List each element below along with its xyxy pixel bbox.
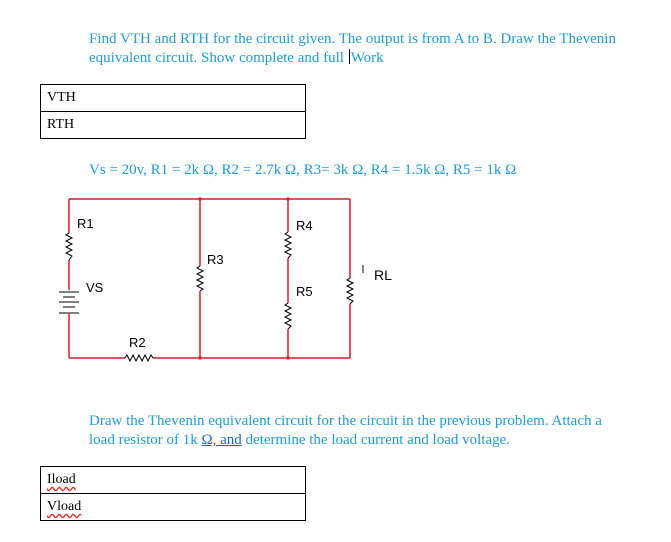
label-r5: R5 [296,284,313,299]
label-r1: R1 [77,216,94,231]
node-bottom-r3 [199,357,202,360]
vload-label: Vload [47,499,82,514]
intro-line-1: Find VTH and RTH for the circuit given. The output is from A to B. Draw the Thevenin [89,31,616,47]
given-values: Vs = 20v, R1 = 2k Ω, R2 = 2.7k Ω, R3= 3k Ω, R4 = 1.5k Ω, R5 = 1k Ω [89,162,517,178]
label-r3: R3 [207,252,224,267]
ohm-link[interactable]: Ω, and [201,432,242,448]
rth-cell[interactable]: RTH [40,111,306,139]
problem2-line-2 [89,431,602,450]
vth-cell[interactable]: VTH [40,84,306,112]
iload-label: Iload [47,472,76,487]
vload-cell[interactable] [40,493,306,521]
rl-resistor [347,278,353,304]
r4-resistor [285,232,291,258]
iload-cell[interactable] [40,466,306,494]
circuit-nodes [199,198,290,360]
problem2-line-1: Draw the Thevenin equivalent circuit for the circuit in the previous problem. Attach a [89,413,602,429]
r2-resistor [125,355,153,361]
label-r4: R4 [296,218,313,233]
problem2-line-2-end: determine the load current and load voltage. [241,432,511,448]
intro-line-2-work: Work [350,50,384,66]
vs-battery-symbol [59,292,79,324]
label-vs: VS [86,280,104,295]
node-top-r3 [199,198,202,201]
intro-line-2-text: equivalent circuit. Show complete and full [89,50,344,66]
r3-resistor [197,266,203,291]
circuit-labels [77,216,392,350]
node-top-r4 [287,198,290,201]
node-bottom-r5 [287,357,290,360]
problem2-line-2-text: load resistor of 1k [89,432,198,448]
r5-resistor [285,303,291,329]
label-r2: R2 [129,335,146,350]
label-rl: RL [374,267,392,283]
r1-resistor [66,233,72,260]
problem2-paragraph [89,412,602,450]
